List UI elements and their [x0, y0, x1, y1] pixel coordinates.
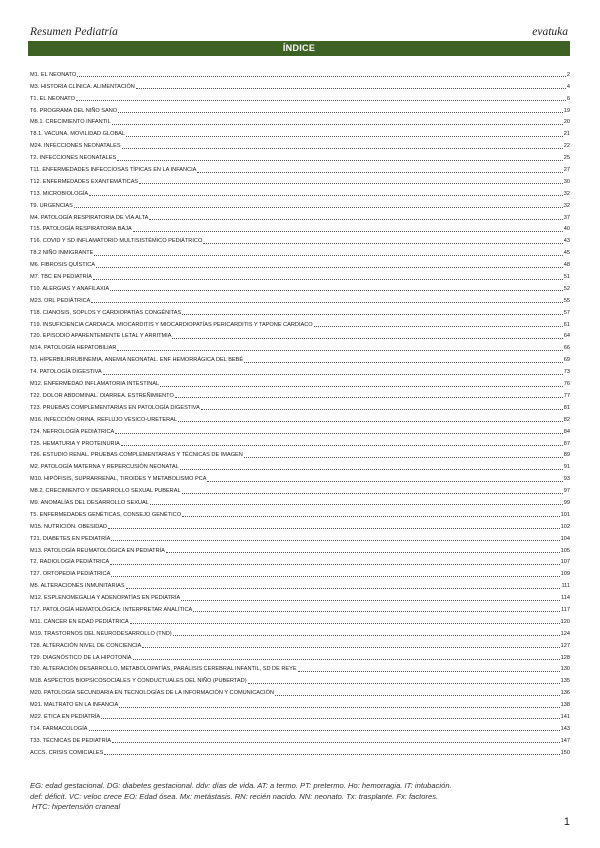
toc-entry[interactable] — [30, 483, 570, 495]
toc-leader-dots — [101, 718, 560, 719]
toc-entry-label: M20. PATOLOGÍA SECUNDARIA EN TECNOLOGÍAS DE LA INFORMACIÓN Y COMUNICACIÓN — [30, 690, 275, 697]
toc-entry-page: 57 — [563, 309, 570, 316]
toc-entry[interactable] — [30, 733, 570, 745]
toc-entry-label: M7. TBC EN PEDIATRÍA — [30, 274, 92, 281]
toc-entry-label: M6. FIBROSIS QUÍSTICA — [30, 262, 95, 269]
toc-entry-label: T8.2 NIÑO INMIGRANTE — [30, 250, 94, 257]
toc-entry-page: 21 — [563, 131, 570, 138]
toc-entry-label: M12. ESPLENOMEGALIA Y ADENOPATÍAS EN PEDIATRÍA — [30, 595, 181, 602]
toc-entry-page: 32 — [563, 190, 570, 197]
toc-entry-label: T4. PATOLOGÍA DIGESTIVA — [30, 369, 102, 376]
toc-leader-dots — [76, 100, 566, 101]
toc-entry[interactable] — [30, 614, 570, 626]
toc-entry-page: 66 — [563, 345, 570, 352]
toc-entry-label: T22. DOLOR ABDOMINAL. DIARREA. ESTREÑIMIENTO — [30, 392, 174, 399]
toc-entry[interactable] — [30, 448, 570, 460]
toc-entry[interactable] — [30, 91, 570, 103]
toc-entry-page: 99 — [563, 499, 570, 506]
toc-entry-label: T2. RADIOLOGÍA PEDIÁTRICA — [30, 559, 110, 566]
toc-entry[interactable] — [30, 673, 570, 685]
toc-leader-dots — [121, 445, 563, 446]
toc-leader-dots — [150, 504, 563, 505]
toc-entry-page: 4 — [566, 83, 570, 90]
toc-entry-page: 55 — [563, 297, 570, 304]
toc-entry-label: T8.1. VACUNA. MOVILIDAD GLOBAL — [30, 131, 126, 138]
toc-entry-page: 124 — [560, 630, 570, 637]
toc-entry-label: T10. ALERGIAS Y ANAFILAXIA — [30, 285, 110, 292]
toc-entry-label: T14. FARMACOLOGÍA — [30, 725, 88, 732]
toc-entry-label: M23. ORL PEDIÁTRICA — [30, 297, 91, 304]
toc-entry-page: 107 — [560, 559, 570, 566]
toc-entry-label: M8.1. CRECIMIENTO INFANTIL — [30, 119, 111, 126]
toc-entry[interactable] — [30, 507, 570, 519]
toc-entry-page: 30 — [563, 178, 570, 185]
toc-leader-dots — [110, 564, 559, 565]
toc-leader-dots — [122, 148, 563, 149]
toc-entry-label: T9. URGENCIAS — [30, 202, 73, 209]
toc-entry-label: T11. ENFERMEDADES INFECCIOSAS TÍPICAS EN LA INFANCIA — [30, 167, 197, 174]
toc-entry-label: M15. NUTRICIÓN. OBESIDAD — [30, 523, 108, 530]
toc-leader-dots — [103, 374, 563, 375]
toc-entry[interactable] — [30, 685, 570, 697]
toc-entry[interactable] — [30, 578, 570, 590]
abbreviations-legend — [30, 781, 570, 813]
toc-entry-page: 143 — [560, 725, 570, 732]
toc-leader-dots — [193, 611, 560, 612]
toc-leader-dots — [166, 552, 560, 553]
toc-entry[interactable] — [30, 186, 570, 198]
toc-leader-dots — [89, 195, 563, 196]
toc-leader-dots — [172, 338, 562, 339]
toc-entry-page: 51 — [563, 274, 570, 281]
toc-entry-label: T15. PATOLOGÍA RESPIRATORIA BAJA — [30, 226, 132, 233]
toc-leader-dots — [93, 279, 563, 280]
toc-entry-page: 117 — [561, 606, 570, 613]
toc-leader-dots — [139, 183, 563, 184]
toc-entry-label: T20. EPISODIO APARENTEMENTE LETAL Y ARRITMIA — [30, 333, 172, 340]
toc-entry-label: T12. ENFERMEDADES EXANTEMÁTICAS — [30, 178, 139, 185]
toc-entry[interactable] — [30, 555, 570, 567]
toc-leader-dots — [119, 707, 559, 708]
toc-entry-page: 87 — [563, 440, 570, 447]
toc-leader-dots — [130, 623, 560, 624]
toc-entry-label: T19. INSUFICIENCIA CARDIACA. MIOCARDITIS Y MIOCARDIOPATÍAS PERICARDITIS Y TAPONE CARDIACO — [30, 321, 313, 328]
toc-entry-label: T30. ALTERACIÓN DESARROLLO, METABOLOPATÍAS, PARÁLISIS CEREBRAL INFANTIL, SD DE REYE — [30, 666, 297, 673]
toc-entry-label: T26. ESTUDIO RENAL. PRUEBAS COMPLEMENTARIAS Y TÉCNICAS DE IMAGEN — [30, 452, 243, 459]
toc-leader-dots — [275, 695, 560, 696]
toc-entry-page: 27 — [563, 167, 570, 174]
toc-entry[interactable] — [30, 424, 570, 436]
abbreviations-line-2: def: déficit. VC: veloc crece EO: Edad ósea. Mx: metástasis. RN: recién nacido. NN: neonato. Tx: trasplante. Fx: factores. — [30, 791, 439, 801]
toc-entry-label: M1. EL NEONATO — [30, 71, 77, 78]
toc-leader-dots — [110, 290, 563, 291]
toc-entry-page: 52 — [563, 285, 570, 292]
toc-leader-dots — [203, 243, 562, 244]
toc-leader-dots — [96, 267, 563, 268]
toc-leader-dots — [178, 421, 563, 422]
toc-leader-dots — [244, 457, 563, 458]
toc-entry[interactable] — [30, 412, 570, 424]
toc-entry[interactable] — [30, 638, 570, 650]
toc-leader-dots — [175, 397, 563, 398]
toc-entry-page: 102 — [560, 523, 570, 530]
toc-leader-dots — [108, 528, 560, 529]
toc-entry-page: 105 — [560, 547, 570, 554]
toc-leader-dots — [126, 136, 563, 137]
toc-entry-label: M3. HISTORIA CLÍNICA. ALIMENTACIÓN — [30, 83, 135, 90]
toc-entry[interactable] — [30, 364, 570, 376]
toc-entry[interactable] — [30, 471, 570, 483]
toc-entry[interactable] — [30, 269, 570, 281]
abbreviations-line-1: EG: edad gestacional. DG: diabetes gestacional. ddv: días de vida. AT: a termo. PT: pretermo. Ho: hemorragia. IT: intubación. — [30, 781, 452, 790]
toc-entry[interactable] — [30, 662, 570, 674]
toc-leader-dots — [136, 88, 566, 89]
toc-entry-label: T25. HEMATURIA Y PROTEINURIA — [30, 440, 120, 447]
toc-entry[interactable] — [30, 495, 570, 507]
toc-leader-dots — [118, 112, 563, 113]
toc-entry[interactable] — [30, 531, 570, 543]
toc-leader-dots — [182, 516, 560, 517]
toc-entry-label: M5. ALTERACIONES INMUNITARIAS — [30, 583, 125, 590]
toc-entry[interactable] — [30, 103, 570, 115]
toc-entry-label: T3. HIPERBILIRRUBINEMIA, ANEMIA NEONATAL. ENF HEMORRÁGICA DEL BEBÉ — [30, 357, 244, 364]
toc-leader-dots — [126, 588, 561, 589]
toc-leader-dots — [173, 635, 560, 636]
toc-entry-page: 76 — [563, 381, 570, 388]
page-number: 1 — [563, 816, 570, 828]
toc-entry-page: 20 — [563, 119, 570, 126]
toc-entry-page: 111 — [561, 583, 570, 590]
toc-entry[interactable] — [30, 210, 570, 222]
toc-entry-page: 91 — [563, 464, 570, 471]
toc-entry[interactable] — [30, 519, 570, 531]
toc-leader-dots — [133, 659, 560, 660]
toc-entry[interactable] — [30, 626, 570, 638]
toc-entry-page: 109 — [560, 571, 570, 578]
toc-entry-label: M19. TRASTORNOS DEL NEURODESARROLLO (TND) — [30, 630, 172, 637]
toc-entry-page: 45 — [563, 250, 570, 257]
toc-entry-label: T29. DIAGNÓSTICO DE LA HIPOTONÍA — [30, 654, 132, 661]
toc-entry[interactable] — [30, 388, 570, 400]
toc-entry-page: 84 — [563, 428, 570, 435]
toc-entry-page: 101 — [560, 511, 570, 518]
toc-leader-dots — [244, 362, 563, 363]
toc-leader-dots — [117, 160, 563, 161]
toc-entry-page: 135 — [560, 678, 570, 685]
toc-entry-label: T21. DIABETES EN PEDIATRÍA — [30, 535, 111, 542]
toc-entry-page: 6 — [566, 95, 570, 102]
toc-leader-dots — [180, 469, 563, 470]
toc-entry-label: T1. EL NEONATO — [30, 95, 75, 102]
toc-leader-dots — [89, 730, 560, 731]
toc-entry[interactable] — [30, 138, 570, 150]
toc-entry[interactable] — [30, 150, 570, 162]
toc-entry-label: M18. ASPECTOS BIOPSICOSOCIALES Y CONDUCTUALES DEL NIÑO (PUBERTAD) — [30, 678, 247, 685]
toc-entry[interactable] — [30, 721, 570, 733]
toc-leader-dots — [182, 493, 563, 494]
toc-leader-dots — [160, 386, 563, 387]
toc-entry-label: M2. PATOLOGÍA MATERNA Y REPERCUSIÓN NEONATAL — [30, 464, 179, 471]
toc-entry[interactable] — [30, 329, 570, 341]
toc-entry-label: T27. ORTOPEDIA PEDIÁTRICA — [30, 571, 111, 578]
toc-entry[interactable] — [30, 602, 570, 614]
toc-leader-dots — [77, 76, 566, 77]
index-title-bar: ÍNDICE — [28, 41, 570, 56]
toc-entry-label: T2. INFECCIONES NEONATALES — [30, 155, 117, 162]
toc-entry-label: M12. ENFERMEDAD INFLAMATORIA INTESTINAL — [30, 381, 160, 388]
toc-entry-label: T13. MICROBIOLOGÍA — [30, 190, 89, 197]
toc-entry-label: T28. ALTERACIÓN NIVEL DE CONCIENCIA — [30, 642, 142, 649]
toc-entry-label: T18. CIANOSIS, SOPLOS Y CARDIOPATÍAS CONGÉNITAS — [30, 309, 182, 316]
toc-entry-page: 141 — [560, 713, 570, 720]
toc-leader-dots — [117, 350, 562, 351]
toc-leader-dots — [248, 683, 560, 684]
toc-leader-dots — [181, 600, 560, 601]
toc-leader-dots — [111, 576, 559, 577]
toc-entry-label: M16. INFECCIÓN ORINA. REFLUJO VESICO-URETERAL — [30, 416, 178, 423]
brand-name: evatuka — [532, 26, 568, 38]
toc-leader-dots — [314, 326, 563, 327]
toc-entry-page: 61 — [563, 321, 570, 328]
toc-entry-label: M14. PATOLOGÍA HEPATOBILIAR — [30, 345, 117, 352]
toc-leader-dots — [201, 409, 563, 410]
table-of-contents — [30, 67, 570, 757]
toc-entry-page: 147 — [560, 737, 570, 744]
toc-entry[interactable] — [30, 650, 570, 662]
toc-entry-page: 2 — [566, 71, 570, 78]
toc-entry[interactable] — [30, 745, 570, 757]
toc-entry-page: 127 — [560, 642, 570, 649]
toc-entry[interactable] — [30, 126, 570, 138]
toc-entry-label: M24. INFECCIONES NEONATALES — [30, 143, 121, 150]
toc-entry[interactable] — [30, 317, 570, 329]
toc-leader-dots — [112, 124, 563, 125]
toc-leader-dots — [197, 172, 562, 173]
toc-entry-page: 32 — [563, 202, 570, 209]
toc-entry[interactable] — [30, 162, 570, 174]
toc-entry-page: 150 — [560, 749, 570, 756]
toc-entry[interactable] — [30, 376, 570, 388]
abbreviations-line-3: HTC: hipertensión craneal — [32, 802, 121, 811]
page-header — [30, 26, 570, 42]
toc-entry-page: 77 — [563, 392, 570, 399]
toc-entry-label: T17. PATOLOGÍA HEMATOLÓGICA: INTERPRETAR ANALÍTICA — [30, 606, 193, 613]
toc-entry[interactable] — [30, 400, 570, 412]
toc-entry-page: 138 — [560, 702, 570, 709]
toc-entry-page: 89 — [563, 452, 570, 459]
toc-entry-label: T16. COVID Y SD INFLAMATORIO MULTISISTÉMICO PEDIÁTRICO — [30, 238, 203, 245]
toc-entry-page: 19 — [563, 107, 570, 114]
toc-entry-page: 25 — [563, 155, 570, 162]
toc-entry-page: 93 — [563, 476, 570, 483]
toc-entry-label: M8.2. CRECIMIENTO Y DESARROLLO SEXUAL PUBERAL — [30, 488, 181, 495]
toc-entry[interactable] — [30, 305, 570, 317]
toc-leader-dots — [142, 647, 559, 648]
toc-entry-label: M10. HIPÓFISIS, SUPRARRENAL, TIROIDES Y METABOLISMO PCA — [30, 476, 207, 483]
toc-entry-label: T23. PRUEBAS COMPLEMENTARIAS EN PATOLOGÍA DIGESTIVA — [30, 404, 200, 411]
toc-entry[interactable] — [30, 566, 570, 578]
toc-entry-label: T33. TÉCNICAS DE PEDIATRÍA — [30, 737, 111, 744]
toc-entry[interactable] — [30, 222, 570, 234]
toc-leader-dots — [133, 231, 563, 232]
toc-leader-dots — [207, 481, 562, 482]
toc-entry-label: M11. CÁNCER EN EDAD PEDIÁTRICA — [30, 618, 129, 625]
toc-entry-label: ACCS. CRISIS COMICIALES — [30, 749, 104, 756]
toc-entry[interactable] — [30, 115, 570, 127]
toc-entry[interactable] — [30, 233, 570, 245]
toc-entry-label: T24. NEFROLOGÍA PEDIÁTRICA — [30, 428, 115, 435]
toc-entry-page: 120 — [560, 618, 570, 625]
toc-entry-page: 64 — [563, 333, 570, 340]
toc-entry-page: 136 — [560, 690, 570, 697]
toc-leader-dots — [149, 219, 562, 220]
toc-entry-page: 128 — [560, 654, 570, 661]
toc-entry[interactable] — [30, 709, 570, 721]
toc-entry[interactable] — [30, 281, 570, 293]
toc-entry-page: 48 — [563, 262, 570, 269]
toc-entry-page: 40 — [563, 226, 570, 233]
toc-entry[interactable] — [30, 198, 570, 210]
toc-entry-label: M4. PATOLOGÍA RESPIRATORIA DE VÍA ALTA — [30, 214, 149, 221]
toc-leader-dots — [111, 540, 559, 541]
toc-leader-dots — [94, 255, 562, 256]
toc-leader-dots — [112, 742, 560, 743]
toc-entry-label: M9. ANOMALÍAS DEL DESARROLLO SEXUAL — [30, 499, 149, 506]
toc-leader-dots — [115, 433, 563, 434]
toc-leader-dots — [104, 754, 559, 755]
toc-entry[interactable] — [30, 79, 570, 91]
toc-entry[interactable] — [30, 436, 570, 448]
document-title: Resumen Pediatría — [30, 26, 118, 38]
toc-leader-dots — [74, 207, 563, 208]
toc-entry[interactable] — [30, 340, 570, 352]
toc-entry-page: 104 — [560, 535, 570, 542]
toc-entry-page: 69 — [563, 357, 570, 364]
toc-entry[interactable] — [30, 174, 570, 186]
toc-entry-page: 73 — [563, 369, 570, 376]
toc-entry[interactable] — [30, 590, 570, 602]
toc-entry-label: M21. MALTRATO EN LA INFANCIA — [30, 702, 119, 709]
toc-entry-label: T6. PROGRAMA DEL NIÑO SANO — [30, 107, 118, 114]
toc-entry[interactable] — [30, 459, 570, 471]
toc-entry-label: M22. ÉTICA EN PEDIATRÍA — [30, 713, 101, 720]
toc-entry-page: 114 — [561, 595, 570, 602]
toc-entry-page: 37 — [563, 214, 570, 221]
toc-entry[interactable] — [30, 352, 570, 364]
toc-entry[interactable] — [30, 257, 570, 269]
toc-entry-label: M13. PATOLOGÍA REUMATOLÓGICA EN PEDIATRÍA — [30, 547, 165, 554]
toc-entry[interactable] — [30, 293, 570, 305]
toc-entry[interactable] — [30, 543, 570, 555]
toc-leader-dots — [298, 671, 560, 672]
toc-entry[interactable] — [30, 245, 570, 257]
toc-leader-dots — [91, 302, 562, 303]
toc-entry[interactable] — [30, 67, 570, 79]
toc-entry-label: T5. ENFERMEDADES GENÉTICAS, CONSEJO GENÉTICO — [30, 511, 182, 518]
toc-entry-page: 130 — [560, 666, 570, 673]
toc-entry-page: 22 — [563, 143, 570, 150]
toc-entry-page: 81 — [563, 404, 570, 411]
toc-entry-page: 43 — [563, 238, 570, 245]
toc-entry[interactable] — [30, 697, 570, 709]
toc-leader-dots — [182, 314, 563, 315]
toc-entry-page: 82 — [563, 416, 570, 423]
toc-entry-page: 97 — [563, 488, 570, 495]
